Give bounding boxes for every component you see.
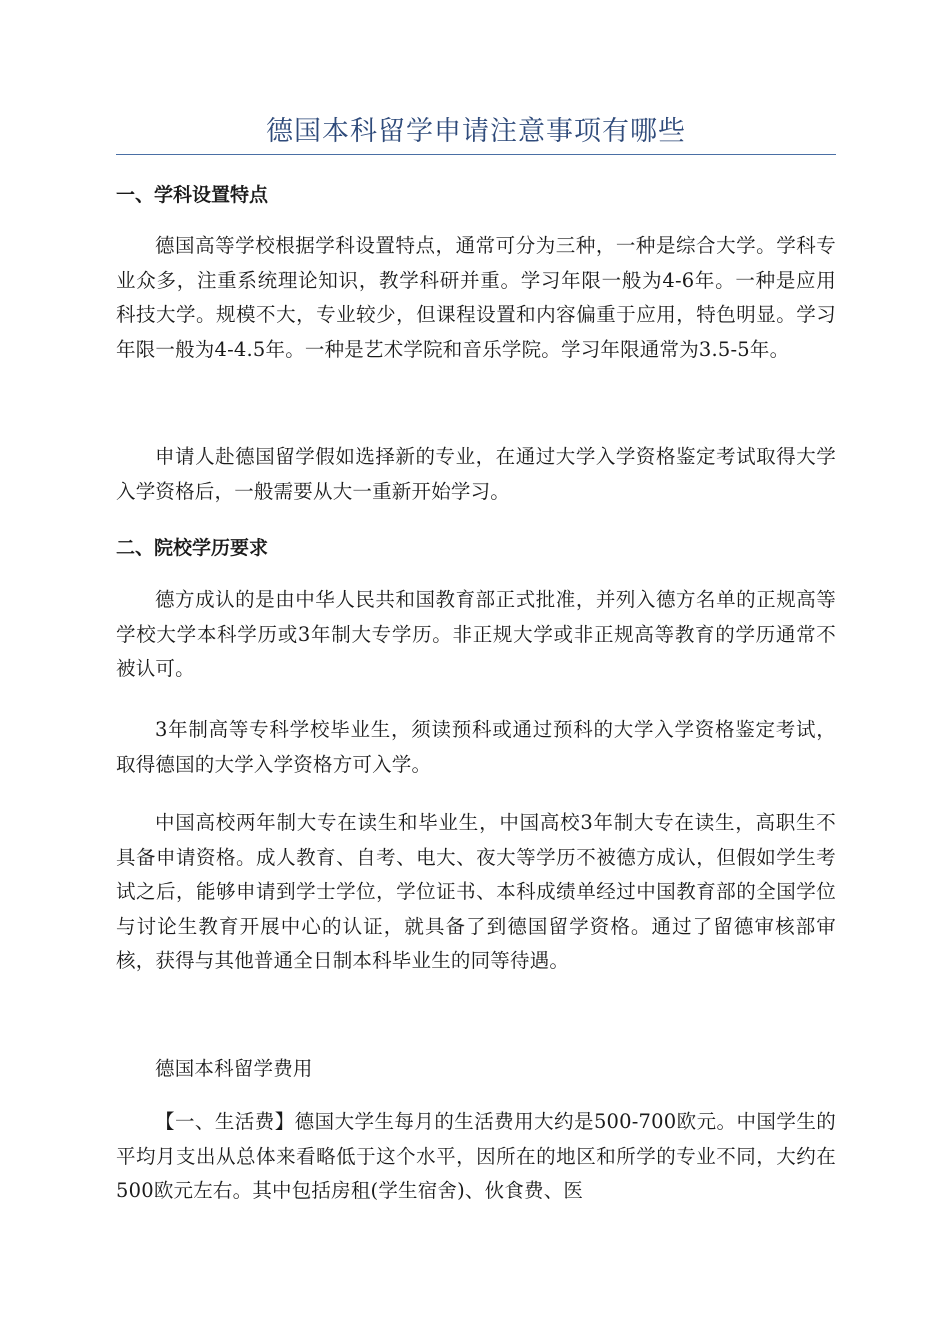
- paragraph-cost-subheading: 德国本科留学费用: [155, 1057, 313, 1080]
- title-underline: [116, 154, 836, 155]
- document-title: 德国本科留学申请注意事项有哪些: [266, 116, 686, 147]
- paragraph-university-types: 德国高等学校根据学科设置特点，通常可分为三种，一种是综合大学。学科专业众多，注重系统理论知识，教学科研并重。学习年限一般为4-6年。一种是应用科技大学。规模不大，专业较少，但课程设置和内容偏重于应用，特色明显。学习年限一般为4-4.5年。一种是艺术学院和音乐学院。学习年限通常为3.5-5年。: [116, 234, 836, 361]
- section-heading-degree-requirements: 二、院校学历要求: [116, 537, 269, 559]
- paragraph-living-costs: 【一、生活费】德国大学生每月的生活费用大约是500-700欧元。中国学生的平均月支出从总体来看略低于这个水平，因所在的地区和所学的专业不同，大约在500欧元左右。其中包括房租(学生宿舍)、伙食费、医: [116, 1110, 836, 1202]
- paragraph-three-year-college: 3年制高等专科学校毕业生，须读预科或通过预科的大学入学资格鉴定考试，取得德国的大学入学资格方可入学。: [116, 718, 836, 776]
- section-heading-subject-features: 一、学科设置特点: [116, 184, 269, 206]
- paragraph-eligibility: 中国高校两年制大专在读生和毕业生，中国高校3年制大专在读生，高职生不具备申请资格。成人教育、自考、电大、夜大等学历不被德方成认，但假如学生考试之后，能够申请到学士学位，学位证书、本科成绩单经过中国教育部的全国学位与讨论生教育开展中心的认证，就具备了到德国留学资格。通过了留德审核部审核，获得与其他普通全日制本科毕业生的同等待遇。: [116, 811, 836, 972]
- paragraph-new-major: 申请人赴德国留学假如选择新的专业，在通过大学入学资格鉴定考试取得大学入学资格后，一般需要从大一重新开始学习。: [116, 445, 836, 503]
- paragraph-recognized-degrees: 德方成认的是由中华人民共和国教育部正式批准，并列入德方名单的正规高等学校大学本科学历或3年制大专学历。非正规大学或非正规高等教育的学历通常不被认可。: [116, 588, 836, 680]
